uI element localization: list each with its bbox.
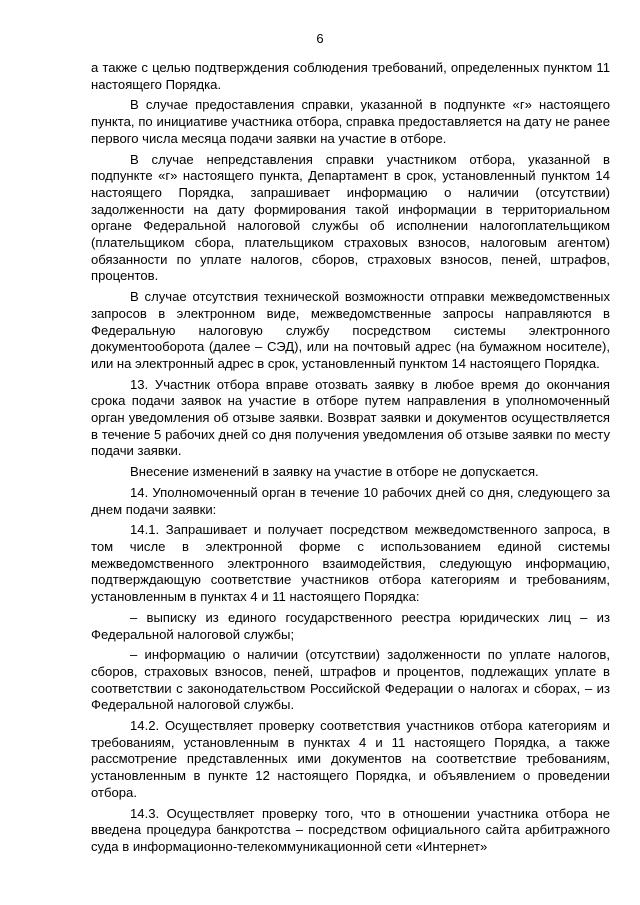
document-body — [91, 60, 610, 860]
paragraph-14-authority: 14. Уполномоченный орган в течение 10 рабочих дней со дня, следующего за днем подачи заявки: — [91, 484, 610, 517]
list-item-debt-info: – информацию о наличии (отсутствии) задолженности по уплате налогов, сборов, страховых взносов, пеней, штрафов и процентов, подлежащих уплате в соответствии с законодательством Российской Федерации о налогах и сборах, – из Федеральной налоговой службы. — [91, 647, 610, 713]
paragraph-14-3: 14.3. Осуществляет проверку того, что в отношении участника отбора не введена процедура банкротства – посредством официального сайта арбитражного суда в информационно-телекоммуникационной сети «Интернет» — [91, 805, 610, 854]
paragraph-interagency-requests: В случае отсутствия технической возможности отправки межведомственных запросов в электронном виде, межведомственные запросы направляются в Федеральную налоговую службу посредством системы электронного документооборота (далее – СЭД), или на почтовый адрес (на бумажном носителе), или на электронный адрес в срок, установленный пунктом 14 настоящего Порядка. — [91, 289, 610, 371]
paragraph-no-changes: Внесение изменений в заявку на участие в отборе не допускается. — [130, 464, 539, 480]
page-number: 6 — [316, 31, 324, 46]
list-item-egrul-extract: – выписку из единого государственного реестра юридических лиц – из Федеральной налоговой службы; — [91, 609, 610, 642]
paragraph-certificate-submission: В случае предоставления справки, указанной в подпункте «г» настоящего пункта, по инициативе участника отбора, справка предоставляется на дату не ранее первого числа месяца подачи заявки на участие в отборе. — [91, 97, 610, 146]
paragraph-14-1: 14.1. Запрашивает и получает посредством межведомственного запроса, в том числе в электронной форме с использованием единой системы межведомственного электронного взаимодействия, следующую информацию, подтверждающую соответствие участников отбора категориям и требованиям, установленным в пунктах 4 и 11 настоящего Порядка: — [91, 522, 610, 605]
paragraph-continuation: а также с целью подтверждения соблюдения требований, определенных пунктом 11 настоящего Порядка. — [91, 60, 610, 92]
paragraph-certificate-absence: В случае непредставления справки участником отбора, указанной в подпункте «г» настоящего пункта, Департамент в срок, установленный пунктом 14 настоящего Порядка, запрашивает информацию о наличии (отсутствии) задолженности на дату формирования такой информации в территориальном органе Федеральной налоговой службы об исполнении налогоплательщиком (плательщиком сбора, плательщиком страховых взносов, налоговым агентом) обязанности по уплате налогов, сборов, страховых взносов, пеней, штрафов, процентов. — [91, 151, 610, 284]
paragraph-13-withdrawal: 13. Участник отбора вправе отозвать заявку в любое время до окончания срока подачи заявок на участие в отборе путем направления в уполномоченный орган уведомления об отзыве заявки. Возврат заявки и документов осуществляется в течение 5 рабочих дней со дня получения уведомления об отзыве заявки по месту подачи заявки. — [91, 376, 610, 459]
paragraph-14-2: 14.2. Осуществляет проверку соответствия участников отбора категориям и требованиям, установленным в пунктах 4 и 11 настоящего Порядка, а также рассмотрение представленных ими документов на соответствие требованиям, установленным в пункте 12 настоящего Порядка, и объявлением о проведении отбора. — [91, 718, 610, 800]
